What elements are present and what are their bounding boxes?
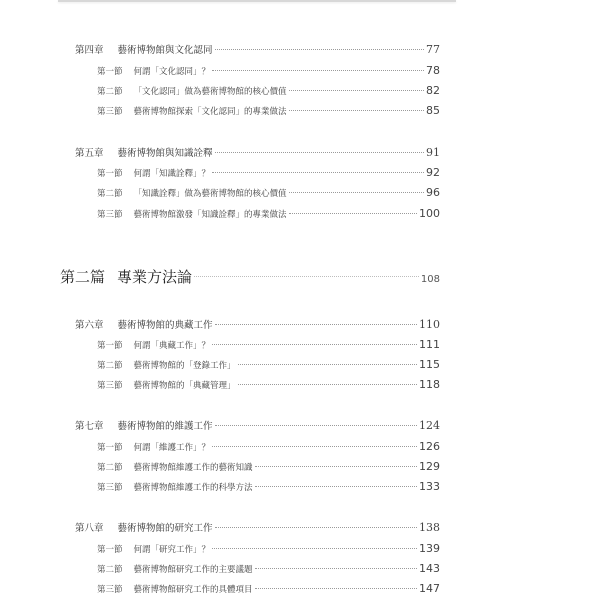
section-number: 第三節 <box>97 585 123 595</box>
page-number: 100 <box>419 207 440 220</box>
chapter-number: 第六章 <box>75 320 104 331</box>
page-number: 78 <box>426 64 440 77</box>
section-title: 何謂「典藏工作」？ <box>133 341 211 351</box>
page-number: 82 <box>426 84 440 97</box>
section-title: 何謂「維護工作」？ <box>133 443 211 453</box>
dot-leader <box>212 446 417 447</box>
section-title: 何謂「文化認同」？ <box>133 67 211 77</box>
section-title: 藝術博物館研究工作的具體項目 <box>133 585 253 595</box>
page-number: 143 <box>419 562 440 575</box>
section-number: 第一節 <box>97 169 123 179</box>
toc-section[interactable] <box>97 378 440 392</box>
dot-leader <box>215 527 417 528</box>
section-number: 第二節 <box>97 189 123 199</box>
toc-section[interactable] <box>97 582 440 596</box>
section-title: 何謂「研究工作」？ <box>133 545 211 555</box>
toc-chapter-8[interactable] <box>75 521 440 535</box>
page-top-edge <box>58 0 456 2</box>
toc-section[interactable] <box>97 207 440 221</box>
dot-leader <box>255 466 417 467</box>
toc-chapter-4[interactable] <box>75 43 440 57</box>
toc-section[interactable] <box>97 480 440 494</box>
chapter-title: 藝術博物館的研究工作 <box>117 523 213 534</box>
dot-leader <box>289 213 417 214</box>
page-number: 92 <box>426 166 440 179</box>
chapter-title: 藝術博物館的典藏工作 <box>117 320 213 331</box>
page-number: 110 <box>419 318 440 331</box>
dot-leader <box>238 384 417 385</box>
chapter-title: 藝術博物館與文化認同 <box>117 45 213 56</box>
toc-section[interactable] <box>97 358 440 372</box>
chapter-number: 第四章 <box>75 45 104 56</box>
toc-section[interactable] <box>97 64 440 78</box>
toc-chapter-6[interactable] <box>75 318 440 332</box>
page-number: 96 <box>426 186 440 199</box>
section-title: 藝術博物館激發「知識詮釋」的專業做法 <box>133 210 287 220</box>
dot-leader <box>215 49 424 50</box>
toc-chapter-5[interactable] <box>75 146 440 160</box>
page-number: 85 <box>426 104 440 117</box>
page-number: 124 <box>419 419 440 432</box>
page-number: 77 <box>426 43 440 56</box>
toc-section[interactable] <box>97 542 440 556</box>
section-number: 第二節 <box>97 565 123 575</box>
section-number: 第一節 <box>97 67 123 77</box>
toc-section[interactable] <box>97 166 440 180</box>
dot-leader <box>238 364 417 365</box>
section-title: 藝術博物館研究工作的主要議題 <box>133 565 253 575</box>
section-title: 藝術博物館維護工作的科學方法 <box>133 483 253 493</box>
section-number: 第一節 <box>97 545 123 555</box>
page-number: 129 <box>419 460 440 473</box>
page-number: 133 <box>419 480 440 493</box>
page-number: 115 <box>419 358 440 371</box>
toc-chapter-7[interactable] <box>75 419 440 433</box>
page-number: 126 <box>419 440 440 453</box>
toc-section[interactable] <box>97 338 440 352</box>
dot-leader <box>215 152 424 153</box>
section-number: 第三節 <box>97 381 123 391</box>
section-number: 第三節 <box>97 107 123 117</box>
chapter-number: 第八章 <box>75 523 104 534</box>
toc-section[interactable] <box>97 440 440 454</box>
page-number: 147 <box>419 582 440 595</box>
toc-section[interactable] <box>97 186 440 200</box>
dot-leader <box>289 192 424 193</box>
section-title: 藝術博物館的「典藏管理」 <box>133 381 236 391</box>
section-number: 第二節 <box>97 361 123 371</box>
dot-leader <box>212 344 417 345</box>
dot-leader <box>289 90 424 91</box>
page-number: 111 <box>419 338 440 351</box>
dot-leader <box>255 568 417 569</box>
section-number: 第二節 <box>97 87 123 97</box>
toc-section[interactable] <box>97 562 440 576</box>
dot-leader <box>194 276 419 277</box>
chapter-number: 第五章 <box>75 148 104 159</box>
dot-leader <box>212 548 417 549</box>
page-number: 138 <box>419 521 440 534</box>
part-title: 專業方法論 <box>117 268 193 286</box>
chapter-title: 藝術博物館與知識詮釋 <box>117 148 213 159</box>
section-title: 「知識詮釋」做為藝術博物館的核心價值 <box>133 189 287 199</box>
toc-section[interactable] <box>97 460 440 474</box>
section-title: 藝術博物館的「登錄工作」 <box>133 361 236 371</box>
page-number: 108 <box>420 274 440 285</box>
dot-leader <box>255 486 417 487</box>
section-number: 第一節 <box>97 341 123 351</box>
section-number: 第三節 <box>97 483 123 493</box>
page-number: 139 <box>419 542 440 555</box>
section-title: 何謂「知識詮釋」？ <box>133 169 211 179</box>
dot-leader <box>215 324 417 325</box>
chapter-title: 藝術博物館的維護工作 <box>117 421 213 432</box>
dot-leader <box>255 588 417 589</box>
toc-section[interactable] <box>97 84 440 98</box>
part-number: 第二篇 <box>60 268 106 286</box>
dot-leader <box>212 70 424 71</box>
dot-leader <box>215 425 417 426</box>
dot-leader <box>212 172 424 173</box>
page-number: 118 <box>419 378 440 391</box>
dot-leader <box>289 110 424 111</box>
section-title: 藝術博物館維護工作的藝術知識 <box>133 463 253 473</box>
toc-section[interactable] <box>97 104 440 118</box>
section-number: 第一節 <box>97 443 123 453</box>
section-title: 藝術博物館探索「文化認同」的專業做法 <box>133 107 287 117</box>
chapter-number: 第七章 <box>75 421 104 432</box>
section-title: 「文化認同」做為藝術博物館的核心價值 <box>133 87 287 97</box>
section-number: 第三節 <box>97 210 123 220</box>
toc-part-2[interactable] <box>60 267 440 287</box>
page-number: 91 <box>426 146 440 159</box>
section-number: 第二節 <box>97 463 123 473</box>
